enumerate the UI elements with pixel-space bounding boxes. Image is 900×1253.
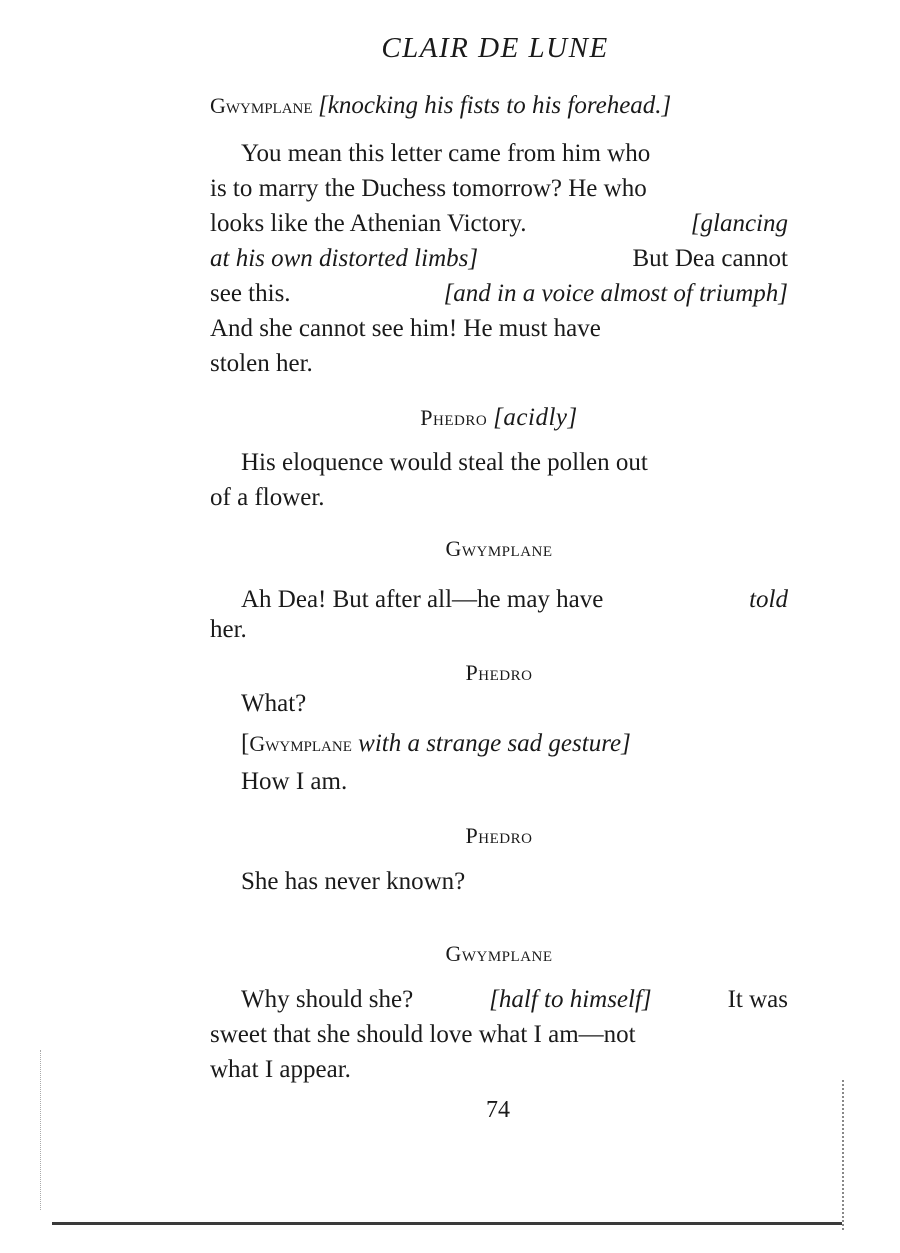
text-line: She has never known? [241,868,466,895]
bottom-rule [52,1222,842,1225]
speaker-heading [210,660,788,686]
speaker-name: Gwymplane [445,536,553,561]
dialogue-paragraph [210,136,788,381]
text-fragment: But Dea cannot [632,245,788,272]
text-line: You mean this letter came from him who [241,140,651,167]
bracket: [ [241,730,250,757]
text-line: what I appear. [210,1056,351,1083]
page-number: 74 [486,1097,510,1123]
stage-direction: [half to himself] [489,986,652,1013]
text-line: sweet that she should love what I am—not [210,1021,636,1048]
speaker-heading [210,404,788,432]
stage-direction: [knocking his fists to his forehead.] [318,92,672,119]
stage-direction: [acidly] [493,404,578,431]
text-line [210,982,788,1017]
scan-edge-marks [40,1050,43,1210]
stage-direction-line [210,726,788,761]
text-line [210,582,788,617]
text-line: What? [241,690,307,717]
dialogue-paragraph [210,982,788,1087]
speaker-name: Phedro [465,823,533,848]
stage-direction: at his own distorted limbs] [210,245,479,272]
speaker-heading [210,823,788,849]
speaker-heading [210,941,788,967]
stage-direction: [and in a voice almost of triumph] [443,280,788,307]
scan-edge-marks [842,1080,846,1230]
speaker-name: Phedro [465,660,533,685]
speaker-name: Phedro [420,405,488,430]
text-fragment: Ah Dea! But after all—he may have [241,586,604,613]
page-title: CLAIR DE LUNE [381,32,609,64]
stage-direction: with a strange sad gesture] [358,730,631,757]
text-line: How I am. [241,768,348,795]
text-line: His eloquence would steal the pollen out [241,449,648,476]
text-fragment: It was [727,986,788,1013]
text-line: is to marry the Duchess tomorrow? He who [210,175,647,202]
dialogue-paragraph [210,686,788,721]
text-fragment: looks like the Athenian Victory. [210,210,527,237]
speaker-heading [210,536,788,562]
text-fragment: Why should she? [241,986,414,1013]
text-line: her. [210,616,247,643]
emphasis: told [749,586,788,613]
dialogue-paragraph [210,445,788,515]
text-line: And she cannot see him! He must have [210,315,601,342]
text-line [210,276,788,311]
dialogue-paragraph [210,582,788,642]
speaker-name: Gwymplane [210,93,313,118]
speaker-name: Gwymplane [445,941,553,966]
text-line: stolen her. [210,350,313,377]
dialogue-paragraph [210,864,788,899]
speaker-name: Gwymplane [249,731,352,756]
text-line: of a flower. [210,484,325,511]
dialogue-paragraph [210,764,788,799]
stage-direction: [glancing [690,210,788,237]
text-fragment: see this. [210,280,291,307]
speaker-heading [210,92,671,120]
text-line [210,241,788,276]
text-line [210,726,788,761]
text-line [210,206,788,241]
